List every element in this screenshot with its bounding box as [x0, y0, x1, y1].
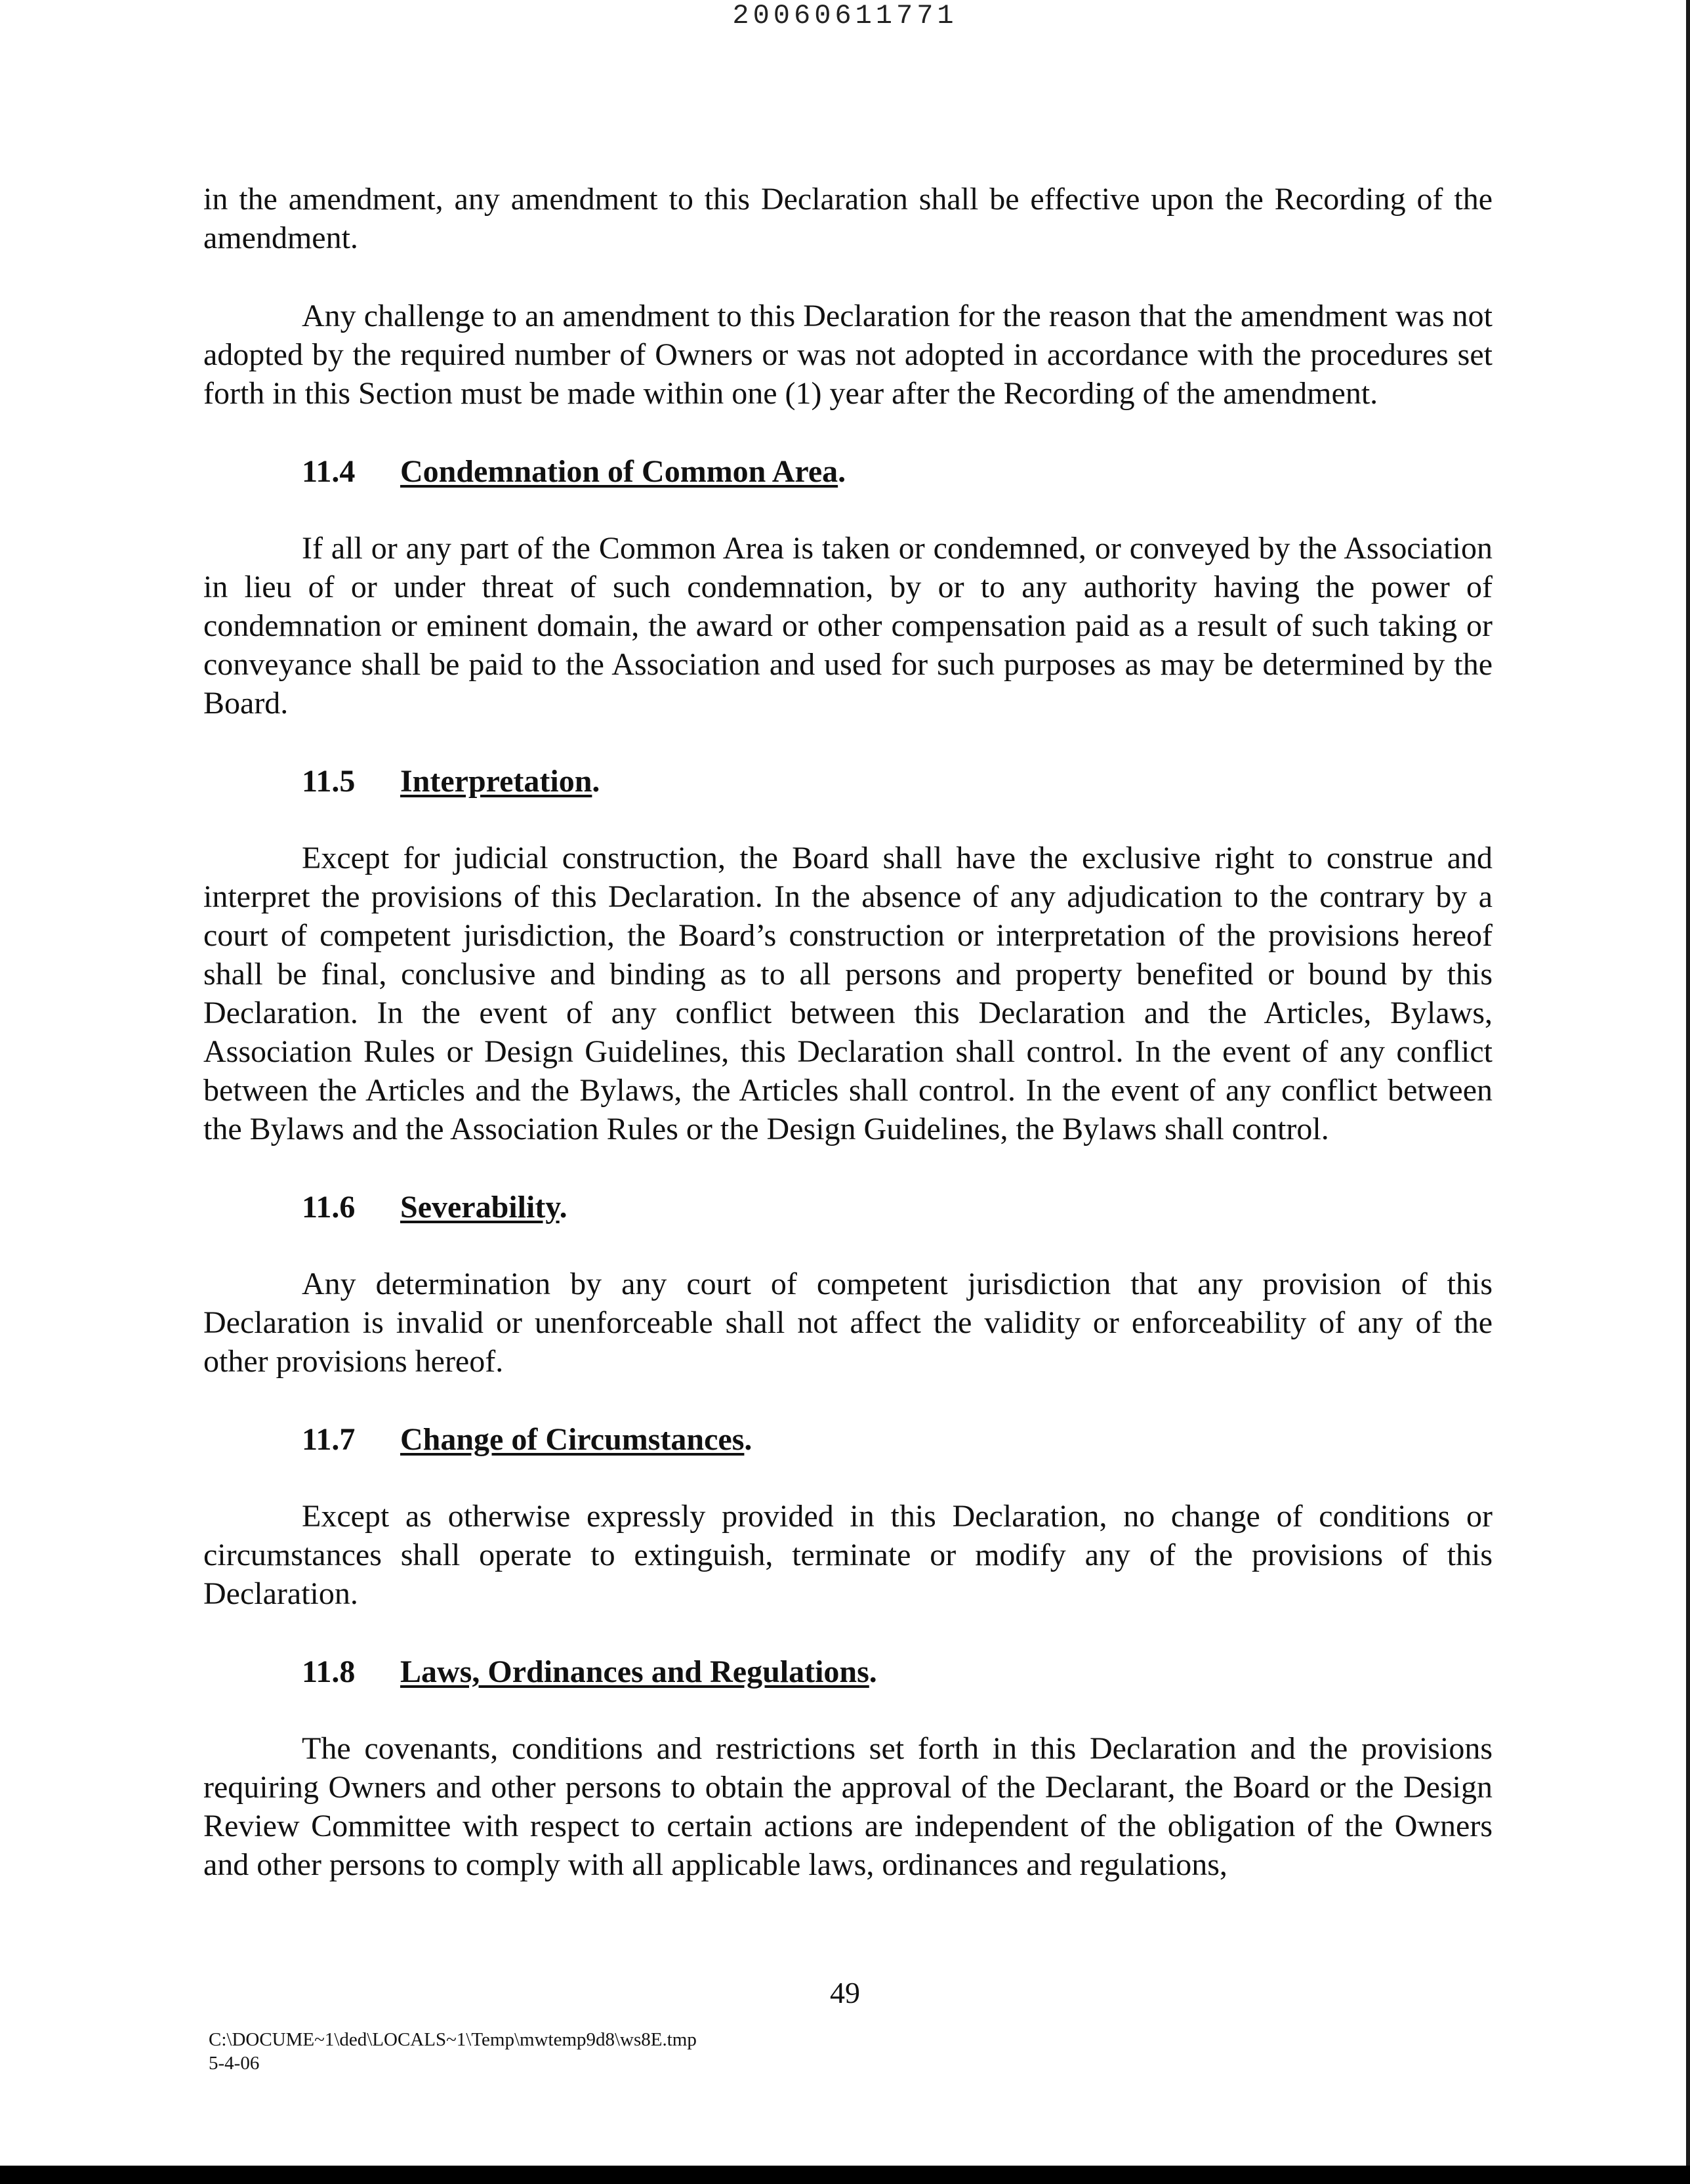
section-text-11-6: Any determination by any court of competent jurisdiction that any provision of this Declaration is invalid or unenforceable shall not affect the validity or enforceability of any of the other provisions hereof.: [203, 1267, 1493, 1379]
section-heading-11-6: 11.6 Severability.: [302, 1188, 1493, 1227]
section-heading-11-4: 11.4 Condemnation of Common Area.: [302, 452, 1493, 491]
page-number: 49: [830, 1976, 860, 2009]
section-number: 11.4: [302, 454, 356, 489]
document-number: 20060611771: [732, 0, 958, 32]
section-heading-11-8: 11.8 Laws, Ordinances and Regulations.: [302, 1652, 1493, 1691]
section-text-11-8: The covenants, conditions and restrictions set forth in this Declaration and the provisions requiring Owners and other persons to obtain the approval of the Declarant, the Board or the Design Review Committee with respect to certain actions are independent of the obligation of the Owners and other persons to comply with all applicable laws, ordinances and regulations,: [203, 1731, 1493, 1882]
page-body: [203, 180, 1493, 1923]
section-title: Change of Circumstances: [400, 1422, 745, 1457]
amendment-challenge-paragraph: Any challenge to an amendment to this Declaration for the reason that the amendment was not adopted by the required number of Owners or was not adopted in accordance with the procedures set forth in this Section must be made within one (1) year after the Recording of the amendment.: [203, 299, 1493, 411]
section-title: Laws, Ordinances and Regulations: [400, 1654, 869, 1689]
section-heading-11-5: 11.5 Interpretation.: [302, 762, 1493, 801]
section-number: 11.5: [302, 764, 356, 799]
footer-date: 5-4-06: [209, 2053, 260, 2074]
section-title: Severability: [400, 1190, 560, 1225]
section-text-11-7: Except as otherwise expressly provided in this Declaration, no change of conditions or circumstances shall operate to extinguish, terminate or modify any of the provisions of this Declaration.: [203, 1499, 1493, 1611]
section-heading-11-7: 11.7 Change of Circumstances.: [302, 1420, 1493, 1459]
section-text-11-4: If all or any part of the Common Area is taken or condemned, or conveyed by the Association in lieu of or under threat of such condemnation, by or to any authority having the power of condemnation or eminent domain, the award or other compensation paid as a result of such taking or conveyance shall be paid to the Association and used for such purposes as may be determined by the Board.: [203, 531, 1493, 721]
section-title: Interpretation: [400, 764, 592, 799]
footer: [209, 2028, 697, 2075]
section-text-11-5: Except for judicial construction, the Board shall have the exclusive right to construe and interpret the provisions of this Declaration. In the absence of any adjudication to the contrary by a court of competent jurisdiction, the Board’s construction or interpretation of the provisions hereof shall be final, conclusive and binding as to all persons and property benefited or bound by this Declaration. In the event of any conflict between this Declaration and the Articles, Bylaws, Association Rules or Design Guidelines, this Declaration shall control. In the event of any conflict between the Articles and the Bylaws, the Articles shall control. In the event of any conflict between the Bylaws and the Association Rules or the Design Guidelines, the Bylaws shall control.: [203, 841, 1493, 1146]
scan-edge-line: [1686, 0, 1690, 2166]
section-title: Condemnation of Common Area: [400, 454, 838, 489]
section-number: 11.8: [302, 1654, 356, 1689]
section-number: 11.6: [302, 1190, 356, 1225]
section-number: 11.7: [302, 1422, 356, 1457]
footer-file-path: C:\DOCUME~1\ded\LOCALS~1\Temp\mwtemp9d8\ws8E.tmp: [209, 2029, 697, 2050]
continuation-paragraph: in the amendment, any amendment to this Declaration shall be effective upon the Recording of the amendment.: [203, 182, 1493, 255]
scan-bottom-border: [0, 2166, 1690, 2184]
